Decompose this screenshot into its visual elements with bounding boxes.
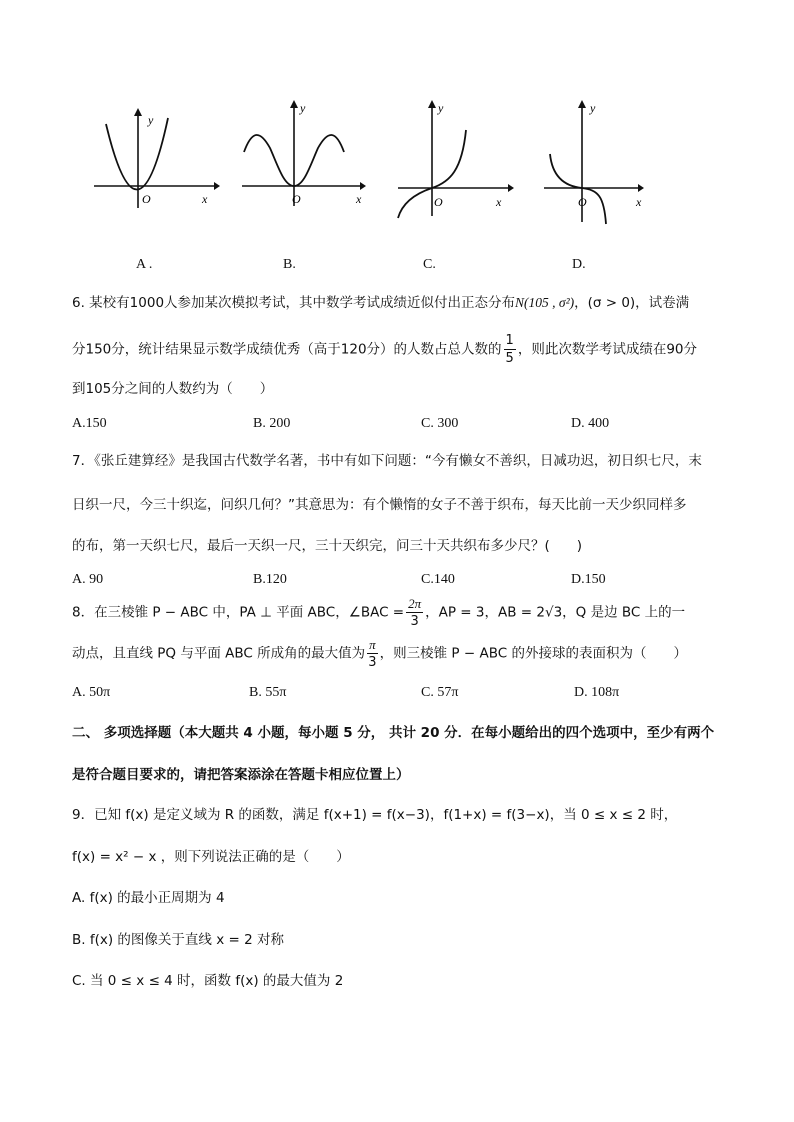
fraction: $\frac{1}{5}$ bbox=[505, 333, 514, 366]
q6-line3: 到105分之间的人数约为（ ） bbox=[72, 381, 274, 397]
graph-c bbox=[392, 100, 517, 220]
svg-text:O: O bbox=[142, 192, 151, 206]
section2-heading-line2: 是符合题目要求的，请把答案添涂在答题卡相应位置上） bbox=[72, 767, 410, 783]
graph-label-c: C. bbox=[423, 257, 436, 272]
svg-text:y: y bbox=[590, 101, 596, 115]
graph-d bbox=[540, 100, 650, 225]
svg-text:y: y bbox=[300, 101, 306, 115]
q6-line1: 6. 某校有1000人参加某次模拟考试，其中数学考试成绩近似付出正态分布N(105 , σ²)，(σ > 0)，试卷满 bbox=[72, 295, 690, 311]
svg-text:O: O bbox=[434, 195, 443, 209]
q9-option-a: A. f(x) 的最小正周期为 4 bbox=[72, 890, 225, 906]
q8-option-c: C. 57π bbox=[421, 685, 459, 700]
svg-text:x: x bbox=[496, 195, 502, 209]
q6-option-d: D. 400 bbox=[571, 416, 610, 431]
q7-line3: 的布，第一天织七尺，最后一天织一尺，三十天织完，问三十天共织布多少尺？( ) bbox=[72, 538, 583, 554]
svg-text:y: y bbox=[438, 101, 444, 115]
q8-option-d: D. 108π bbox=[574, 685, 620, 700]
graph-label-b: B. bbox=[283, 257, 296, 272]
q9-line2: f(x) = x² − x ，则下列说法正确的是（ ） bbox=[72, 849, 350, 865]
q6-option-a: A.150 bbox=[72, 416, 107, 431]
q9-option-c: C. 当 0 ≤ x ≤ 4 时，函数 f(x) 的最大值为 2 bbox=[72, 973, 344, 989]
svg-text:x: x bbox=[202, 192, 208, 206]
q6-option-b: B. 200 bbox=[253, 416, 291, 431]
q8-option-b: B. 55π bbox=[249, 685, 287, 700]
q7-option-b: B.120 bbox=[253, 572, 287, 587]
q7-option-a: A. 90 bbox=[72, 572, 104, 587]
graph-a bbox=[90, 108, 220, 213]
q8-line1: 8．在三棱锥 P − ABC 中，PA ⊥ 平面 ABC，∠BAC = $\frac{2\pi}{3}$ ，AP = 3，AB = 2√3，Q 是边 BC 上的一 bbox=[72, 596, 686, 629]
graph-b bbox=[238, 100, 368, 210]
q6-option-c: C. 300 bbox=[421, 416, 459, 431]
q7-line1: 7．《张丘建算经》是我国古代数学名著，书中有如下问题：“今有懒女不善织，日减功迟，初日织七尺，末 bbox=[72, 453, 702, 469]
q7-option-c: C.140 bbox=[421, 572, 455, 587]
q9-line1: 9．已知 f(x) 是定义域为 R 的函数，满足 f(x+1) = f(x−3)，f(1+x) = f(3−x)，当 0 ≤ x ≤ 2 时， bbox=[72, 807, 678, 823]
q8-line2: 动点，且直线 PQ 与平面 ABC 所成角的最大值为 $\frac{\pi}{3}$ ，则三棱锥 P − ABC 的外接球的表面积为（ ） bbox=[72, 637, 687, 670]
svg-text:y: y bbox=[148, 113, 154, 127]
section2-heading-line1: 二、 多项选择题（本大题共 4 小题，每小题 5 分， 共计 20 分．在每小题给出的四个选项中，至少有两个 bbox=[72, 725, 715, 741]
q7-line2: 日织一尺，今三十织迄，问织几何？”其意思为：有个懒惰的女子不善于织布，每天比前一天少织同样多 bbox=[72, 497, 687, 513]
svg-text:O: O bbox=[292, 192, 301, 206]
q8-option-a: A. 50π bbox=[72, 685, 111, 700]
fraction: $\frac{\pi}{3}$ bbox=[368, 637, 377, 670]
fraction: $\frac{2\pi}{3}$ bbox=[408, 596, 422, 629]
q6-line2: 分150分，统计结果显示数学成绩优秀（高于120分）的人数占总人数的 $\frac{1}{5}$ ，则此次数学考试成绩在90分 bbox=[72, 333, 698, 366]
q9-option-b: B. f(x) 的图像关于直线 x = 2 对称 bbox=[72, 932, 284, 948]
svg-text:x: x bbox=[356, 192, 362, 206]
svg-text:x: x bbox=[636, 195, 642, 209]
graph-label-a: A . bbox=[136, 257, 153, 272]
graph-label-d: D. bbox=[572, 257, 586, 272]
q7-option-d: D.150 bbox=[571, 572, 606, 587]
svg-text:O: O bbox=[578, 195, 587, 209]
